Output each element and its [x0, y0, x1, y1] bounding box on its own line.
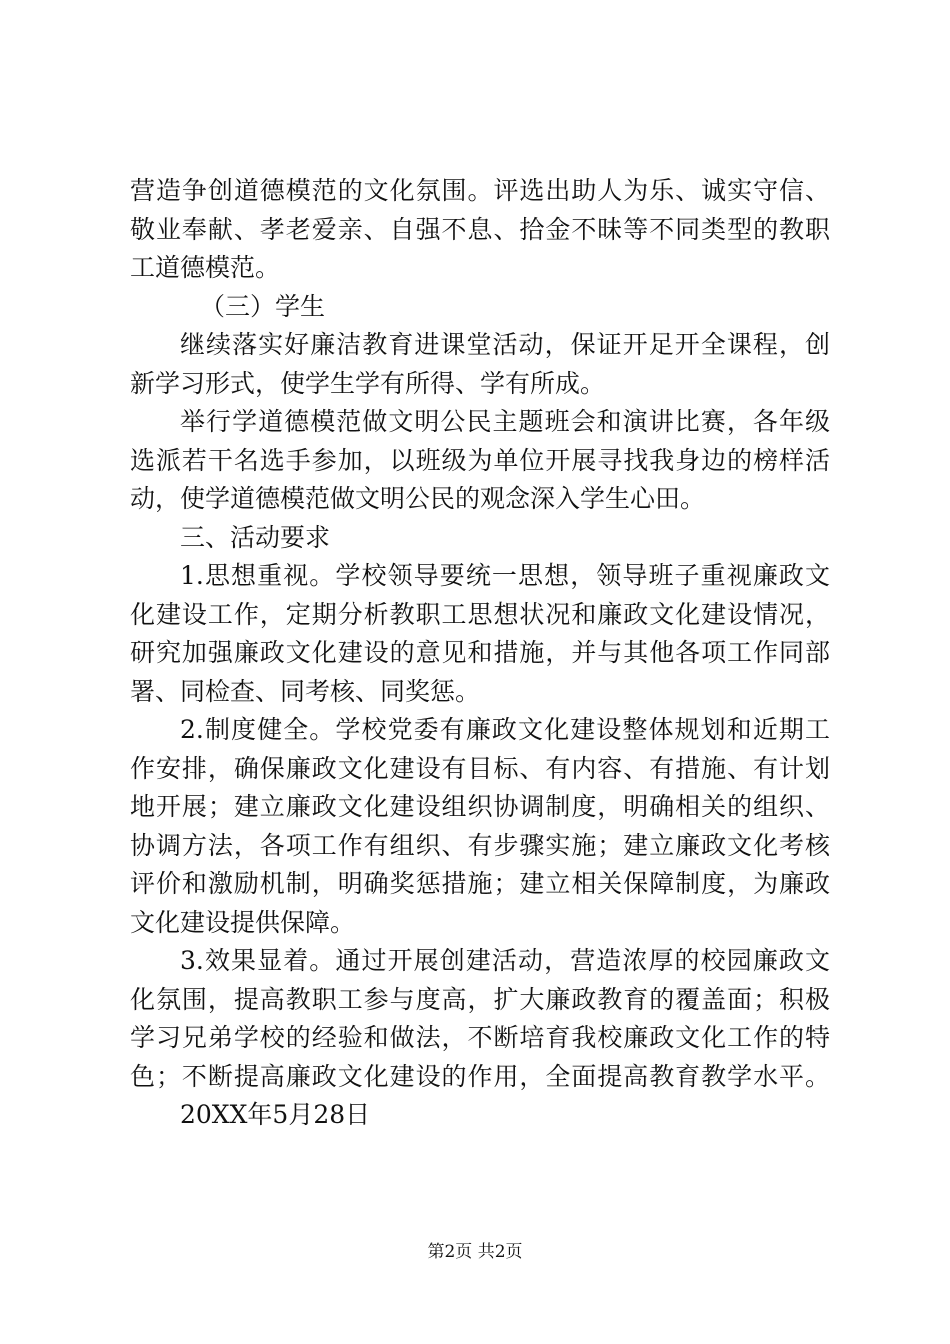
body-line: 化氛围，提高教职工参与度高，扩大廉政教育的覆盖面；积极 [130, 984, 830, 1014]
document-date: 20XX年5月28日 [180, 1100, 371, 1129]
section-heading-students: （三）学生 [200, 291, 326, 321]
body-line: 3.效果显着。通过开展创建活动，营造浓厚的校园廉政文 [180, 946, 830, 975]
body-line: 署、同检查、同考核、同奖惩。 [130, 676, 481, 706]
body-line: 动，使学道德模范做文明公民的观念深入学生心田。 [130, 484, 706, 513]
body-line: 2.制度健全。学校党委有廉政文化建设整体规划和近期工 [180, 715, 830, 744]
body-line: 举行学道德模范做文明公民主题班会和演讲比赛，各年级 [180, 407, 830, 436]
body-line: 协调方法，各项工作有组织、有步骤实施；建立廉政文化考核 [130, 830, 830, 860]
section-heading-requirements: 三、活动要求 [180, 522, 331, 552]
body-line: 地开展；建立廉政文化建设组织协调制度，明确相关的组织、 [130, 792, 830, 821]
body-line: 评价和激励机制，明确奖惩措施；建立相关保障制度，为廉政 [130, 869, 830, 898]
body-line: 学习兄弟学校的经验和做法，不断培育我校廉政文化工作的特 [130, 1023, 830, 1052]
document-body [130, 172, 830, 1135]
body-line: 选派若干名选手参加，以班级为单位开展寻找我身边的榜样活 [130, 445, 830, 475]
body-line: 1.思想重视。学校领导要统一思想，领导班子重视廉政文 [180, 561, 830, 590]
body-line: 文化建设提供保障。 [130, 907, 356, 937]
page-number-footer: 第2页 共2页 [427, 1242, 523, 1262]
body-line: 作安排，确保廉政文化建设有目标、有内容、有措施、有计划 [130, 753, 830, 783]
body-line: 研究加强廉政文化建设的意见和措施，并与其他各项工作同部 [130, 638, 830, 667]
body-line: 敬业奉献、孝老爱亲、自强不息、拾金不昧等不同类型的教职 [130, 214, 830, 244]
body-line: 化建设工作，定期分析教职工思想状况和廉政文化建设情况， [130, 599, 830, 629]
body-line: 营造争创道德模范的文化氛围。评选出助人为乐、诚实守信、 [130, 176, 830, 205]
body-line: 新学习形式，使学生学有所得、学有所成。 [130, 368, 606, 398]
body-line: 继续落实好廉洁教育进课堂活动，保证开足开全课程，创 [180, 330, 830, 359]
body-line: 色；不断提高廉政文化建设的作用，全面提高教育教学水平。 [130, 1061, 830, 1091]
body-line: 工道德模范。 [130, 253, 281, 282]
